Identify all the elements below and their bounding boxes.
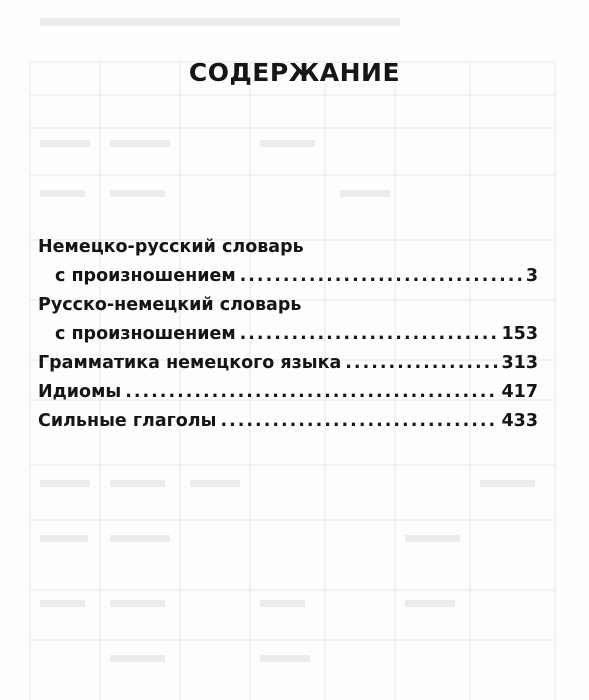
toc-entry[interactable] [38,378,538,407]
toc-entry[interactable] [38,349,538,378]
toc-entry-subtitle: с произношением [55,266,236,286]
dot-leader [220,407,499,436]
toc-page-number: 313 [501,353,538,373]
toc-page-number: 3 [525,266,538,286]
table-of-contents [38,233,538,436]
toc-entry-title: Русско-немецкий словарь [38,295,302,315]
toc-entry[interactable] [38,407,538,436]
dot-leader [345,349,499,378]
toc-page-number: 153 [501,324,538,344]
toc-entry-title: Сильные глаголы [38,411,217,431]
dot-leader [240,320,500,349]
toc-page-number: 433 [501,411,538,431]
toc-entry-subtitle: с произношением [55,324,236,344]
dot-leader [125,378,499,407]
page-title: СОДЕРЖАНИЕ [188,58,401,87]
toc-page-number: 417 [501,382,538,402]
toc-entry[interactable] [38,320,538,349]
toc-entry[interactable] [38,262,538,291]
toc-entry-title: Идиомы [38,382,122,402]
dot-leader [240,262,524,291]
toc-entry-title: Немецко-русский словарь [38,237,304,257]
toc-entry-title: Грамматика немецкого языка [38,353,342,373]
